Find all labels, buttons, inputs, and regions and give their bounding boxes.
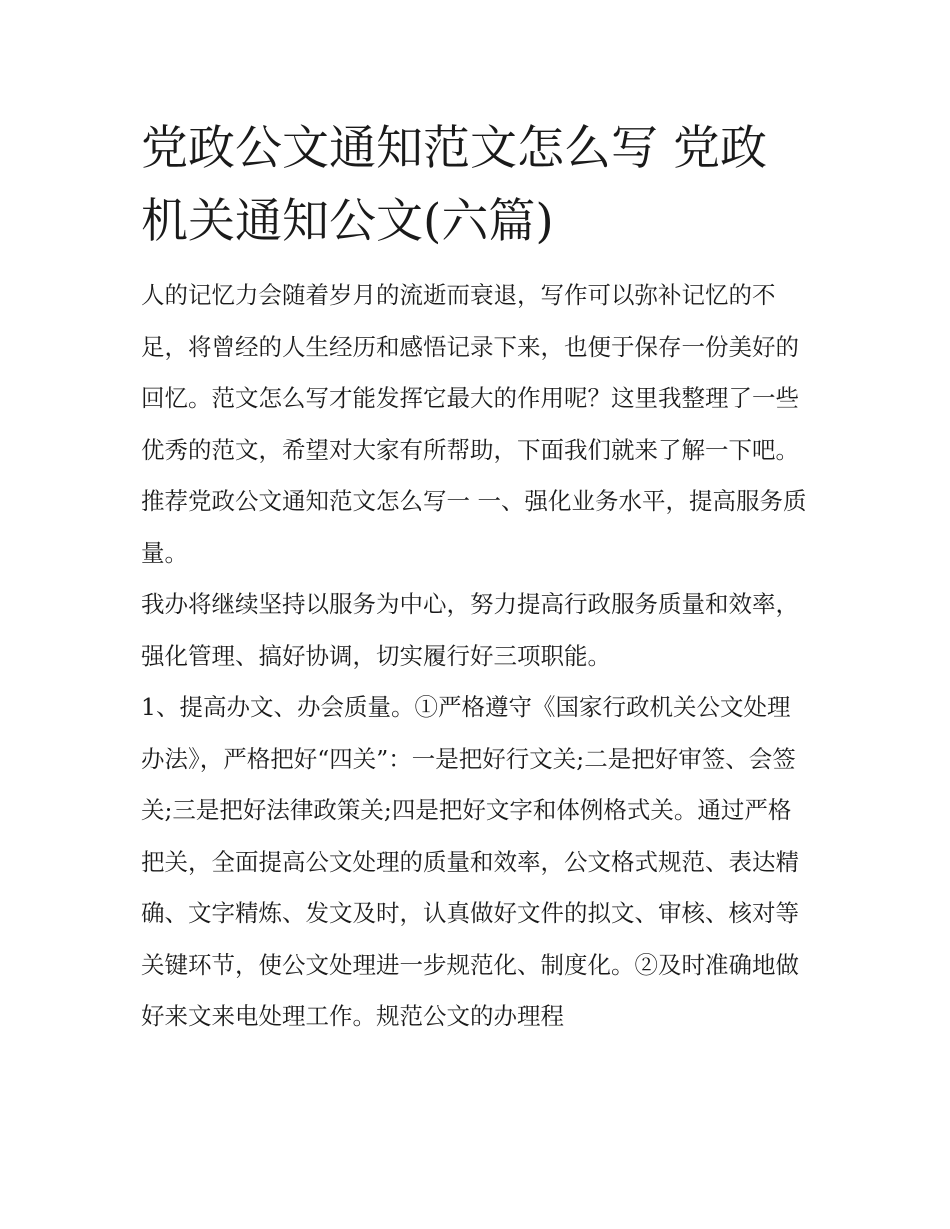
paragraph-service-center: 我办将继续坚持以服务为中心，努力提高行政服务质量和效率，强化管理、搞好协调，切实履行好三项职能。 [141,590,799,670]
paragraph-document-quality: 1、提高办文、办会质量。①严格遵守《国家行政机关公文处理办法》，严格把好“四关”：一是把好行文关;二是把好审签、会签关;三是把好法律政策关;四是把好文字和体例格式关。通过严格把关，全面提高公文处理的质量和效率，公文格式规范、表达精确、文字精炼、发文及时，认真做好文件的拟文、审核、核对等关键环节，使公文处理进一步规范化、制度化。②及时准确地做好来文来电处理工作。规范公文的办理程 [141,693,799,1030]
document-body [141,112,811,1043]
paragraph-intro: 人的记忆力会随着岁月的流逝而衰退，写作可以弥补记忆的不足，将曾经的人生经历和感悟记录下来，也便于保存一份美好的回忆。范文怎么写才能发挥它最大的作用呢？这里我整理了一些优秀的范文，希望对大家有所帮助，下面我们就来了解一下吧。 [141,281,799,464]
paragraph-section-one-heading: 推荐党政公文通知范文怎么写一 一、强化业务水平，提高服务质量。 [141,487,807,567]
document-title: 党政公文通知范文怎么写 党政机关通知公文(六篇) [141,121,767,249]
